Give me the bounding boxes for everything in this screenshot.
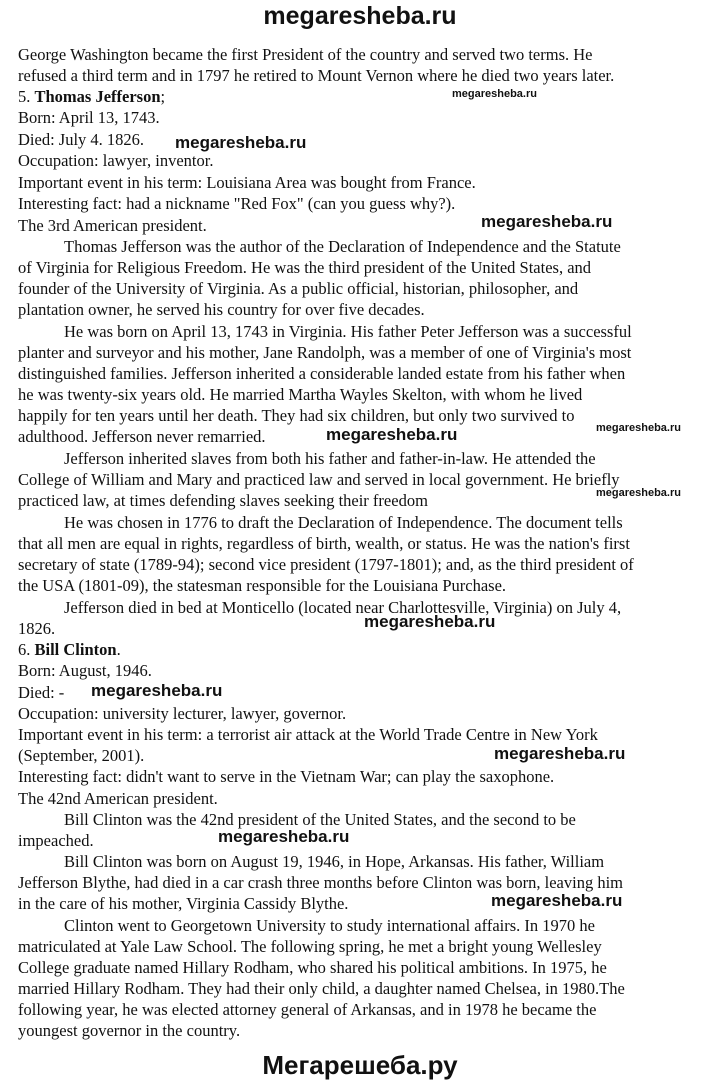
text-line: he was twenty-six years old. He married Martha Wayles Skelton, with whom he lived bbox=[18, 385, 583, 404]
text-line: youngest governor in the country. bbox=[18, 1021, 241, 1040]
site-header: megaresheba.ru bbox=[263, 2, 457, 30]
text-line: George Washington became the first President of the country and served two terms. He bbox=[18, 45, 593, 64]
heading-name: Bill Clinton bbox=[34, 640, 117, 659]
text-line: Died: July 4. 1826. bbox=[18, 130, 145, 149]
text-line: Important event in his term: a terrorist air attack at the World Trade Centre in New York bbox=[18, 725, 598, 744]
section-heading-jefferson: 5. Thomas Jefferson; bbox=[18, 87, 166, 106]
text-line: Born: August, 1946. bbox=[18, 661, 152, 680]
text-line: Thomas Jefferson was the author of the Declaration of Independence and the Statute bbox=[64, 237, 621, 256]
text-line: plantation owner, he served his country for over five decades. bbox=[18, 300, 425, 319]
watermark: megaresheba.ru bbox=[91, 681, 223, 700]
text-line: The 3rd American president. bbox=[18, 216, 207, 235]
text-line: Important event in his term: Louisiana Area was bought from France. bbox=[18, 173, 476, 192]
text-line: matriculated at Yale Law School. The following spring, he met a bright young Wellesley bbox=[18, 937, 602, 956]
watermark: megaresheba.ru bbox=[364, 612, 496, 631]
site-footer: Мегарешеба.ру bbox=[262, 1050, 458, 1080]
watermark: megaresheba.ru bbox=[218, 827, 350, 846]
text-line: Jefferson died in bed at Monticello (located near Charlottesville, Virginia) on July 4, bbox=[64, 598, 622, 617]
watermark: megaresheba.ru bbox=[596, 422, 681, 434]
text-line: 1826. bbox=[18, 619, 56, 638]
text-line: Occupation: lawyer, inventor. bbox=[18, 151, 214, 170]
text-line: College graduate named Hillary Rodham, who shared his political ambitions. In 1975, he bbox=[18, 958, 607, 977]
text-line: following year, he was elected attorney general of Arkansas, and in 1978 he became the bbox=[18, 1000, 597, 1019]
watermark: megaresheba.ru bbox=[494, 744, 626, 763]
text-line: practiced law, at times defending slaves seeking their freedom bbox=[18, 491, 428, 510]
text-line: the USA (1801-09), the statesman responsible for the Louisiana Purchase. bbox=[18, 576, 507, 595]
text-line: distinguished families. Jefferson inherited a considerable landed estate from his father when bbox=[18, 364, 626, 383]
text-line: of Virginia for Religious Freedom. He was the third president of the United States, and bbox=[18, 258, 592, 277]
text-line: Jefferson Blythe, had died in a car crash three months before Clinton was born, leaving him bbox=[18, 873, 623, 892]
text-line: The 42nd American president. bbox=[18, 789, 218, 808]
text-line: Interesting fact: didn't want to serve in the Vietnam War; can play the saxophone. bbox=[18, 767, 555, 786]
text-line: Bill Clinton was born on August 19, 1946, in Hope, Arkansas. His father, William bbox=[64, 852, 605, 871]
text-line: adulthood. Jefferson never remarried. bbox=[18, 427, 266, 446]
watermark: megaresheba.ru bbox=[175, 133, 307, 152]
text-line: Born: April 13, 1743. bbox=[18, 108, 160, 127]
section-heading-clinton: 6. Bill Clinton. bbox=[18, 640, 121, 659]
text-line: refused a third term and in 1797 he retired to Mount Vernon where he died two years later. bbox=[18, 66, 615, 85]
text-line: Jefferson inherited slaves from both his father and father-in-law. He attended the bbox=[64, 449, 596, 468]
text-line: founder of the University of Virginia. As a public official, historian, philosopher, and bbox=[18, 279, 579, 298]
text-line: happily for ten years until her death. They had six children, but only two survived to bbox=[18, 406, 575, 425]
text-line: Bill Clinton was the 42nd president of the United States, and the second to be bbox=[64, 810, 576, 829]
text-line: in the care of his mother, Virginia Cassidy Blythe. bbox=[18, 894, 349, 913]
text-line: married Hillary Rodham. They had their only child, a daughter named Chelsea, in 1980.The bbox=[18, 979, 625, 998]
watermark: megaresheba.ru bbox=[481, 212, 613, 231]
text-line: Died: - bbox=[18, 683, 65, 702]
text-line: impeached. bbox=[18, 831, 94, 850]
text-line: secretary of state (1789-94); second vice president (1797-1801); and, as the third president of bbox=[18, 555, 634, 574]
text-line: Occupation: university lecturer, lawyer, governor. bbox=[18, 704, 347, 723]
watermark: megaresheba.ru bbox=[596, 487, 681, 499]
text-line: Clinton went to Georgetown University to study international affairs. In 1970 he bbox=[64, 916, 595, 935]
text-line: that all men are equal in rights, regardless of birth, wealth, or status. He was the nation's first bbox=[18, 534, 630, 553]
watermark: megaresheba.ru bbox=[491, 891, 623, 910]
watermark: megaresheba.ru bbox=[326, 425, 458, 444]
text-line: Interesting fact: had a nickname "Red Fox" (can you guess why?). bbox=[18, 194, 456, 213]
text-line: He was born on April 13, 1743 in Virginia. His father Peter Jefferson was a successful bbox=[64, 322, 632, 341]
text-line: (September, 2001). bbox=[18, 746, 145, 765]
text-line: planter and surveyor and his mother, Jane Randolph, was a member of one of Virginia's most bbox=[18, 343, 632, 362]
text-line: College of William and Mary and practiced law and served in local government. He briefly bbox=[18, 470, 620, 489]
heading-name: Thomas Jefferson bbox=[34, 87, 161, 106]
watermark: megaresheba.ru bbox=[452, 88, 537, 100]
text-line: He was chosen in 1776 to draft the Declaration of Independence. The document tells bbox=[64, 513, 623, 532]
